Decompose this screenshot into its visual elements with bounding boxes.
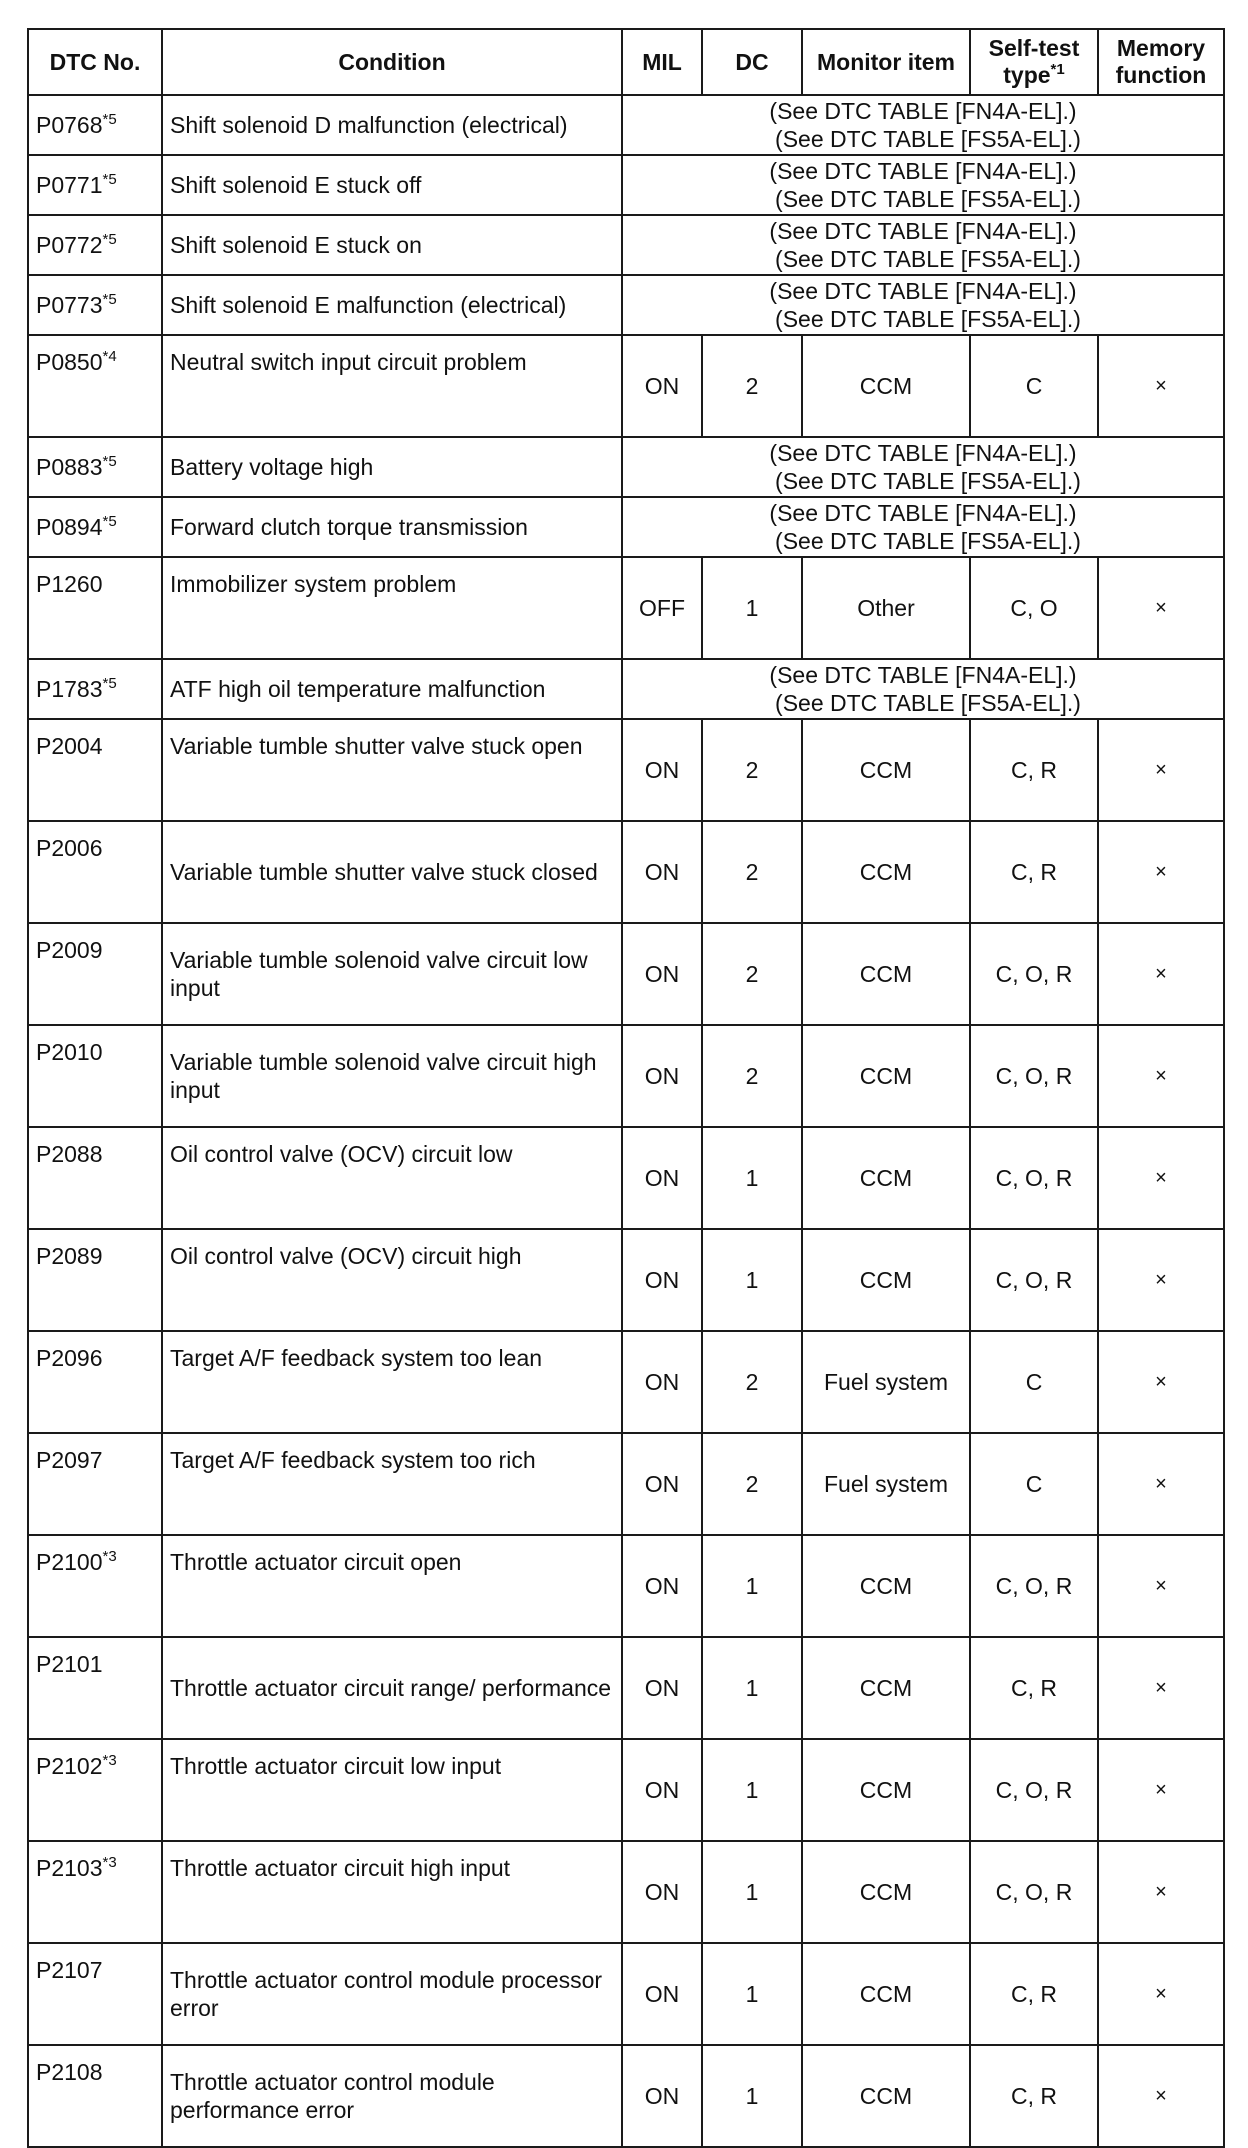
condition-cell: Throttle actuator circuit range/ performance [162,1637,622,1739]
dtc-code-cell [28,659,162,719]
table-row [28,1739,1224,1841]
monitor-item-cell: Fuel system [802,1433,970,1535]
self-test-type-cell: C, O, R [970,923,1098,1025]
dtc-code: P0894 [36,514,103,540]
table-row [28,2045,1224,2147]
monitor-item-cell: CCM [802,1127,970,1229]
monitor-item-cell: CCM [802,1025,970,1127]
condition-cell: Shift solenoid E malfunction (electrical) [162,275,622,335]
header-self-test-type [970,29,1098,95]
self-test-type-cell: C, R [970,1637,1098,1739]
condition-cell: Battery voltage high [162,437,622,497]
memory-function-cell: × [1098,1637,1224,1739]
dtc-footnote-mark: *5 [102,453,117,470]
dtc-code: P0850 [36,349,103,375]
mil-cell: ON [622,923,702,1025]
dc-cell: 1 [702,2045,802,2147]
reference-fs5a-el: (See DTC TABLE [FS5A-EL].) [775,126,1081,152]
table-row [28,335,1224,437]
table-row [28,1229,1224,1331]
header-memory-function [1098,29,1224,95]
dtc-code-cell [28,1637,162,1739]
dc-cell: 2 [702,923,802,1025]
dtc-code: P2103 [36,1855,103,1881]
dtc-code-cell [28,1943,162,2045]
memory-function-cell: × [1098,2045,1224,2147]
dtc-footnote-mark: *5 [102,675,117,692]
dtc-footnote-mark: *5 [102,111,117,128]
monitor-item-cell: CCM [802,1229,970,1331]
dtc-code-cell [28,923,162,1025]
dtc-table-reference [622,215,1224,275]
reference-fs5a-el: (See DTC TABLE [FS5A-EL].) [775,690,1081,716]
monitor-item-cell: CCM [802,2045,970,2147]
table-row [28,155,1224,215]
mil-cell: ON [622,1331,702,1433]
dc-cell: 1 [702,1739,802,1841]
dtc-footnote-mark: *5 [102,231,117,248]
dtc-code-cell [28,1841,162,1943]
self-test-type-cell: C, O, R [970,1127,1098,1229]
monitor-item-cell: CCM [802,1841,970,1943]
dtc-code-cell [28,1535,162,1637]
table-row [28,1943,1224,2045]
dtc-footnote-mark: *4 [102,348,117,365]
condition-cell: Shift solenoid E stuck on [162,215,622,275]
mil-cell: ON [622,335,702,437]
memory-function-cell: × [1098,1127,1224,1229]
table-row [28,1127,1224,1229]
self-test-type-cell: C, O, R [970,1229,1098,1331]
table-row [28,1025,1224,1127]
table-row [28,1535,1224,1637]
dtc-table-reference [622,95,1224,155]
self-test-type-cell: C, R [970,719,1098,821]
dtc-code-cell [28,1025,162,1127]
table-row [28,719,1224,821]
self-test-type-cell: C, O [970,557,1098,659]
header-self-test-note: *1 [1050,61,1065,78]
memory-function-cell: × [1098,1535,1224,1637]
dtc-code: P0768 [36,112,103,138]
dc-cell: 2 [702,821,802,923]
memory-function-cell: × [1098,821,1224,923]
self-test-type-cell: C, R [970,821,1098,923]
memory-function-cell: × [1098,1739,1224,1841]
condition-cell: Target A/F feedback system too lean [162,1331,622,1433]
dtc-footnote-mark: *5 [102,291,117,308]
mil-cell: ON [622,1025,702,1127]
condition-cell: Variable tumble shutter valve stuck closed [162,821,622,923]
dc-cell: 1 [702,1127,802,1229]
monitor-item-cell: CCM [802,335,970,437]
table-row [28,1331,1224,1433]
table-row [28,557,1224,659]
dtc-code-cell [28,275,162,335]
reference-fn4a-el: (See DTC TABLE [FN4A-EL].) [769,500,1077,526]
monitor-item-cell: CCM [802,1637,970,1739]
dtc-code: P2100 [36,1549,103,1575]
dtc-code-cell [28,1331,162,1433]
dtc-code-cell [28,719,162,821]
mil-cell: ON [622,2045,702,2147]
dtc-table [27,28,1225,2148]
dtc-code: P2101 [36,1651,103,1677]
dtc-code-cell [28,2045,162,2147]
header-monitor-item: Monitor item [802,29,970,95]
self-test-type-cell: C, O, R [970,1841,1098,1943]
monitor-item-cell: Fuel system [802,1331,970,1433]
reference-fn4a-el: (See DTC TABLE [FN4A-EL].) [769,278,1077,304]
header-mil: MIL [622,29,702,95]
monitor-item-cell: CCM [802,821,970,923]
dc-cell: 1 [702,1535,802,1637]
table-row [28,821,1224,923]
header-row [28,29,1224,95]
memory-function-cell: × [1098,1229,1224,1331]
reference-fs5a-el: (See DTC TABLE [FS5A-EL].) [775,528,1081,554]
memory-function-cell: × [1098,335,1224,437]
reference-fs5a-el: (See DTC TABLE [FS5A-EL].) [775,306,1081,332]
dc-cell: 2 [702,1331,802,1433]
self-test-type-cell: C [970,1433,1098,1535]
condition-cell: Target A/F feedback system too rich [162,1433,622,1535]
dtc-code-cell [28,557,162,659]
dc-cell: 1 [702,1637,802,1739]
mil-cell: ON [622,1229,702,1331]
table-row [28,215,1224,275]
memory-function-cell: × [1098,1943,1224,2045]
mil-cell: ON [622,1841,702,1943]
reference-fn4a-el: (See DTC TABLE [FN4A-EL].) [769,440,1077,466]
dtc-code: P2088 [36,1141,103,1167]
condition-cell: Variable tumble solenoid valve circuit high input [162,1025,622,1127]
dtc-code-cell [28,155,162,215]
dtc-code-cell [28,1229,162,1331]
mil-cell: ON [622,1127,702,1229]
dtc-table-reference [622,497,1224,557]
memory-function-cell: × [1098,1025,1224,1127]
dtc-code: P2107 [36,1957,103,1983]
self-test-type-cell: C [970,335,1098,437]
dtc-code-cell [28,215,162,275]
condition-cell: Oil control valve (OCV) circuit high [162,1229,622,1331]
dtc-code: P2010 [36,1039,103,1065]
self-test-type-cell: C, O, R [970,1739,1098,1841]
mil-cell: ON [622,1433,702,1535]
dc-cell: 1 [702,1943,802,2045]
self-test-type-cell: C, O, R [970,1535,1098,1637]
table-row [28,275,1224,335]
table-row [28,497,1224,557]
mil-cell: ON [622,719,702,821]
memory-function-cell: × [1098,1433,1224,1535]
dtc-code: P2097 [36,1447,103,1473]
header-self-test-line1: Self-test [988,35,1080,61]
mil-cell: OFF [622,557,702,659]
dtc-table-reference [622,155,1224,215]
dtc-code-cell [28,1739,162,1841]
condition-cell: ATF high oil temperature malfunction [162,659,622,719]
header-dc: DC [702,29,802,95]
dtc-code-cell [28,497,162,557]
dtc-code-cell [28,821,162,923]
dc-cell: 2 [702,719,802,821]
reference-fn4a-el: (See DTC TABLE [FN4A-EL].) [769,218,1077,244]
condition-cell: Oil control valve (OCV) circuit low [162,1127,622,1229]
monitor-item-cell: CCM [802,1943,970,2045]
reference-fn4a-el: (See DTC TABLE [FN4A-EL].) [769,98,1077,124]
dtc-code-cell [28,1127,162,1229]
dtc-code: P1783 [36,676,103,702]
self-test-type-cell: C [970,1331,1098,1433]
condition-cell: Throttle actuator control module performance error [162,2045,622,2147]
table-row [28,1841,1224,1943]
condition-cell: Variable tumble shutter valve stuck open [162,719,622,821]
dtc-code: P2009 [36,937,103,963]
mil-cell: ON [622,1637,702,1739]
dc-cell: 1 [702,1841,802,1943]
condition-cell: Throttle actuator circuit high input [162,1841,622,1943]
dtc-code: P0773 [36,292,103,318]
dtc-table-reference [622,437,1224,497]
condition-cell: Immobilizer system problem [162,557,622,659]
dtc-code: P2102 [36,1753,103,1779]
table-row [28,659,1224,719]
condition-cell: Neutral switch input circuit problem [162,335,622,437]
header-memory-line1: Memory [1116,35,1206,61]
dtc-code-cell [28,95,162,155]
memory-function-cell: × [1098,557,1224,659]
dtc-code: P2004 [36,733,103,759]
table-row [28,1433,1224,1535]
mil-cell: ON [622,1535,702,1637]
monitor-item-cell: CCM [802,923,970,1025]
memory-function-cell: × [1098,923,1224,1025]
dtc-code: P2096 [36,1345,103,1371]
self-test-type-cell: C, O, R [970,1025,1098,1127]
mil-cell: ON [622,1739,702,1841]
header-self-test-line2: type [1003,62,1051,88]
dtc-footnote-mark: *3 [102,1752,117,1769]
condition-cell: Throttle actuator circuit open [162,1535,622,1637]
dtc-table-reference [622,275,1224,335]
mil-cell: ON [622,821,702,923]
self-test-type-cell: C, R [970,1943,1098,2045]
header-dtc-no: DTC No. [28,29,162,95]
dtc-code: P2108 [36,2059,103,2085]
condition-cell: Shift solenoid D malfunction (electrical) [162,95,622,155]
condition-cell: Shift solenoid E stuck off [162,155,622,215]
dtc-footnote-mark: *3 [102,1548,117,1565]
dtc-footnote-mark: *5 [102,513,117,530]
table-body [28,95,1224,2147]
header-condition: Condition [162,29,622,95]
dc-cell: 2 [702,335,802,437]
dtc-code-cell [28,335,162,437]
dtc-code: P2006 [36,835,103,861]
dtc-code: P1260 [36,571,103,597]
memory-function-cell: × [1098,719,1224,821]
dtc-code: P0883 [36,454,103,480]
dtc-footnote-mark: *3 [102,1854,117,1871]
monitor-item-cell: CCM [802,1535,970,1637]
reference-fn4a-el: (See DTC TABLE [FN4A-EL].) [769,158,1077,184]
reference-fs5a-el: (See DTC TABLE [FS5A-EL].) [775,246,1081,272]
header-memory-line2: function [1115,62,1207,88]
reference-fs5a-el: (See DTC TABLE [FS5A-EL].) [775,468,1081,494]
dtc-code: P2089 [36,1243,103,1269]
condition-cell: Variable tumble solenoid valve circuit low input [162,923,622,1025]
condition-cell: Throttle actuator control module processor error [162,1943,622,2045]
dtc-code: P0771 [36,172,103,198]
memory-function-cell: × [1098,1331,1224,1433]
dtc-code: P0772 [36,232,103,258]
table-row [28,95,1224,155]
dtc-footnote-mark: *5 [102,171,117,188]
dc-cell: 1 [702,1229,802,1331]
dtc-code-cell [28,1433,162,1535]
condition-cell: Throttle actuator circuit low input [162,1739,622,1841]
reference-fs5a-el: (See DTC TABLE [FS5A-EL].) [775,186,1081,212]
reference-fn4a-el: (See DTC TABLE [FN4A-EL].) [769,662,1077,688]
monitor-item-cell: CCM [802,719,970,821]
memory-function-cell: × [1098,1841,1224,1943]
dtc-table-reference [622,659,1224,719]
monitor-item-cell: CCM [802,1739,970,1841]
table-row [28,1637,1224,1739]
dc-cell: 2 [702,1025,802,1127]
monitor-item-cell: Other [802,557,970,659]
condition-cell: Forward clutch torque transmission [162,497,622,557]
self-test-type-cell: C, R [970,2045,1098,2147]
mil-cell: ON [622,1943,702,2045]
dtc-code-cell [28,437,162,497]
dc-cell: 1 [702,557,802,659]
table-row [28,437,1224,497]
table-row [28,923,1224,1025]
dc-cell: 2 [702,1433,802,1535]
